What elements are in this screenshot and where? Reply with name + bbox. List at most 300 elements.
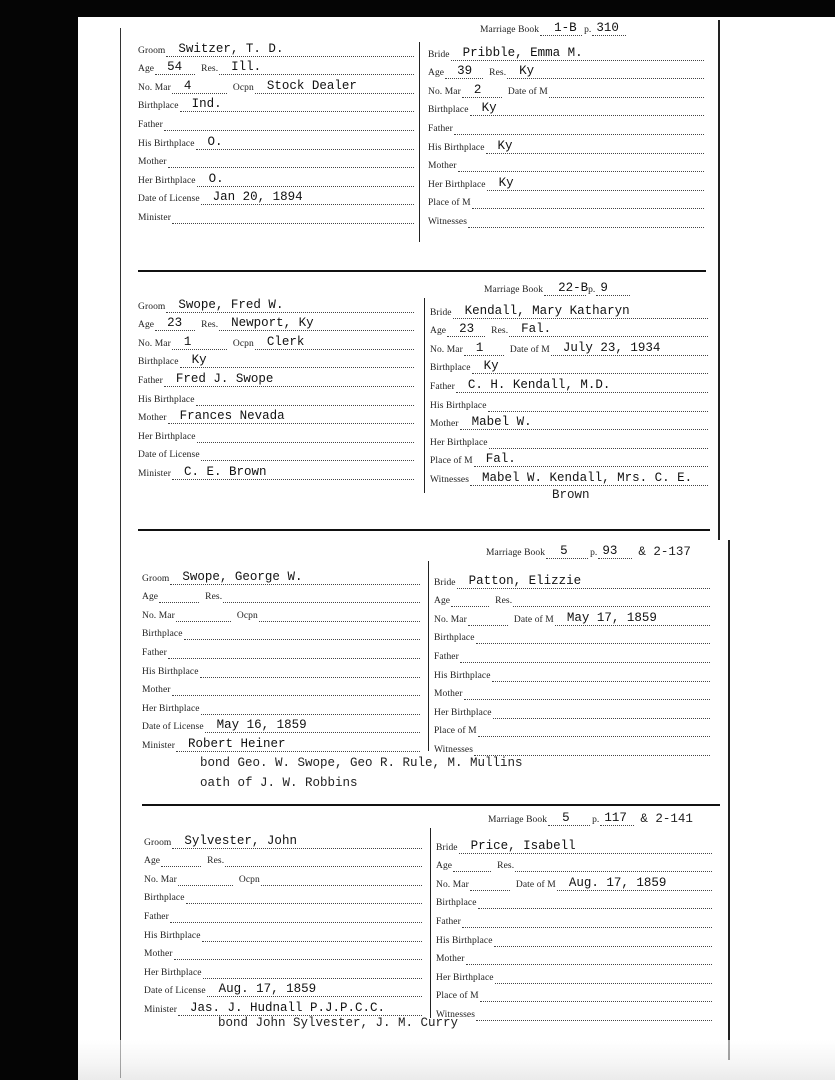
bride-row-witnesses <box>434 737 712 756</box>
her-birthplace-label: Her Birthplace <box>428 179 486 190</box>
groom-age-field[interactable] <box>155 315 195 331</box>
groom-row-her-birthplace <box>138 424 416 443</box>
bride-row-his-birthplace <box>434 663 712 682</box>
groom-minister-field[interactable] <box>178 1000 422 1016</box>
bride-mother-field[interactable] <box>464 684 710 700</box>
his-birthplace-label: His Birthplace <box>436 935 493 946</box>
bride-age-field[interactable] <box>451 591 489 607</box>
her-birthplace-label: Her Birthplace <box>430 437 488 448</box>
bride-name-value: Pribble, Emma M. <box>462 45 583 60</box>
age-label: Age <box>430 326 447 337</box>
bride-name-value: Patton, Elizzie <box>468 573 582 588</box>
bride-father-field[interactable] <box>462 912 712 928</box>
her-birthplace-label: Her Birthplace <box>434 707 492 718</box>
groom-column <box>142 566 422 752</box>
her-birthplace-label: Her Birthplace <box>142 703 200 714</box>
page-label: p. <box>588 285 596 295</box>
father-label: Father <box>434 651 459 662</box>
witnesses-label: Witnesses <box>434 744 474 755</box>
bride-row-place-of-m <box>428 191 706 210</box>
groom-age-field[interactable] <box>159 587 199 603</box>
card-separator <box>138 529 710 531</box>
groom-row-father <box>144 904 424 923</box>
bride-row-his-birthplace <box>436 928 714 947</box>
groom-ocpn-field[interactable] <box>259 606 420 622</box>
minister-label: Minister <box>138 212 171 223</box>
bride-birthplace-field[interactable] <box>470 100 704 116</box>
marriage-book-page: 310 <box>596 21 619 35</box>
bride-birthplace-field[interactable] <box>476 628 710 644</box>
groom-no-mar-field[interactable] <box>172 78 227 94</box>
groom-row-mother <box>142 678 422 697</box>
bride-mother-field[interactable] <box>460 414 708 430</box>
minister-label: Minister <box>144 1004 177 1015</box>
groom-row-his-birthplace <box>138 387 416 406</box>
bride-column <box>428 42 706 228</box>
marriage-book-page-field[interactable] <box>596 280 630 296</box>
place-of-m-label: Place of M <box>436 991 479 1002</box>
bride-his-birthplace-field[interactable] <box>486 138 704 154</box>
bride-place-of-m-field[interactable] <box>480 986 712 1002</box>
bride-date-of-m-field[interactable] <box>551 340 708 356</box>
bride-row-name <box>434 570 712 589</box>
bride-row-mother <box>430 412 710 431</box>
bride-witnesses-field[interactable] <box>468 212 704 228</box>
bride-row-witnesses <box>430 467 710 486</box>
father-label: Father <box>142 647 167 658</box>
bride-her-birthplace-value: Ky <box>498 175 514 190</box>
bride-his-birthplace-field[interactable] <box>488 396 708 412</box>
groom-mother-field[interactable] <box>168 408 414 424</box>
groom-date-of-license-field[interactable] <box>201 445 414 461</box>
no-mar-label: No. Mar <box>144 874 177 885</box>
bride-row-her-birthplace <box>430 430 710 449</box>
groom-minister-value: Jas. J. Hudnall P.J.P.C.C. <box>190 1000 386 1015</box>
groom-row-mother <box>144 942 424 961</box>
bride-place-of-m-field[interactable] <box>474 451 708 467</box>
bride-age-field[interactable] <box>453 856 491 872</box>
father-label: Father <box>430 381 455 392</box>
card-separator <box>142 804 720 806</box>
groom-age-field[interactable] <box>161 851 201 867</box>
res-label: Res. <box>495 596 513 607</box>
father-label: Father <box>428 123 453 134</box>
bride-no-mar-field[interactable] <box>468 610 508 626</box>
bride-her-birthplace-field[interactable] <box>493 703 710 719</box>
groom-row-birthplace <box>142 622 422 641</box>
bride-no-mar-value: 2 <box>473 82 482 97</box>
groom-father-field[interactable] <box>164 371 414 387</box>
groom-no-mar-field[interactable] <box>176 606 231 622</box>
mother-label: Mother <box>138 157 167 168</box>
groom-row-her-birthplace <box>138 168 416 187</box>
bride-name-field[interactable] <box>459 838 712 854</box>
bride-row-no-mar <box>434 607 712 626</box>
marriage-book-page: 93 <box>602 544 618 558</box>
card-note: bond John Sylvester, J. M. Curry <box>218 1016 459 1030</box>
marriage-book-page-field[interactable] <box>600 810 634 826</box>
bride-res-field[interactable] <box>513 591 710 607</box>
marriage-book-page-field[interactable] <box>592 20 626 36</box>
groom-row-birthplace <box>138 94 416 113</box>
bride-mother-field[interactable] <box>466 949 712 965</box>
birthplace-label: Birthplace <box>430 363 471 374</box>
marriage-book-label: Marriage Book <box>484 285 544 295</box>
groom-age-field[interactable] <box>155 59 195 75</box>
groom-his-birthplace-field[interactable] <box>196 390 414 406</box>
groom-birthplace-field[interactable] <box>184 624 420 640</box>
column-divider <box>430 828 431 1018</box>
card-separator <box>138 270 706 272</box>
res-label: Res. <box>201 320 219 331</box>
marriage-book-label: Marriage Book <box>488 815 548 825</box>
bride-father-value: C. H. Kendall, M.D. <box>467 377 611 392</box>
groom-label: Groom <box>142 573 170 584</box>
bride-row-mother <box>436 947 714 966</box>
his-birthplace-label: His Birthplace <box>434 670 491 681</box>
groom-row-his-birthplace <box>142 659 422 678</box>
marriage-book-ref <box>486 543 691 559</box>
bride-no-mar-field[interactable] <box>470 875 510 891</box>
groom-name-field[interactable] <box>166 297 414 313</box>
ocpn-label: Ocpn <box>232 338 254 349</box>
groom-her-birthplace-field[interactable] <box>197 427 414 443</box>
groom-row-minister <box>144 997 424 1016</box>
groom-birthplace-value: Ky <box>191 353 207 368</box>
date-of-license-label: Date of License <box>138 194 200 205</box>
father-label: Father <box>138 119 163 130</box>
bride-witnesses-field[interactable] <box>474 740 710 756</box>
bride-name-value: Price, Isabell <box>470 838 576 853</box>
bride-no-mar-field[interactable] <box>464 340 504 356</box>
bride-witnesses-value: Mabel W. Kendall, Mrs. C. E. <box>482 470 693 485</box>
no-mar-label: No. Mar <box>142 610 175 621</box>
groom-row-name <box>142 566 422 585</box>
groom-date-of-license-field[interactable] <box>205 717 420 733</box>
groom-birthplace-field[interactable] <box>180 96 414 112</box>
bride-name-field[interactable] <box>451 45 704 61</box>
age-label: Age <box>436 861 453 872</box>
groom-her-birthplace-field[interactable] <box>197 171 414 187</box>
her-birthplace-label: Her Birthplace <box>138 431 196 442</box>
groom-father-value: Fred J. Swope <box>175 371 274 386</box>
bride-birthplace-field[interactable] <box>478 893 712 909</box>
bride-row-her-birthplace <box>436 965 714 984</box>
groom-name-value: Switzer, T. D. <box>178 41 284 56</box>
bride-date-of-m-value: Aug. 17, 1859 <box>568 875 667 890</box>
bride-name-value: Kendall, Mary Katharyn <box>464 303 630 318</box>
groom-minister-field[interactable] <box>172 208 414 224</box>
marriage-book-number: 1-B <box>554 21 577 35</box>
groom-label: Groom <box>144 837 172 848</box>
marriage-book-number: 5 <box>562 811 570 825</box>
marriage-book-number-field[interactable] <box>548 810 590 826</box>
bride-date-of-m-field[interactable] <box>549 82 704 98</box>
marriage-book-page: 117 <box>604 811 627 825</box>
groom-row-his-birthplace <box>138 131 416 150</box>
birthplace-label: Birthplace <box>142 629 183 640</box>
groom-row-minister <box>138 461 416 480</box>
bride-row-age <box>436 854 714 873</box>
no-mar-label: No. Mar <box>430 344 463 355</box>
bride-row-her-birthplace <box>434 700 712 719</box>
bride-no-mar-value: 1 <box>475 340 484 355</box>
bride-her-birthplace-field[interactable] <box>489 433 708 449</box>
bride-row-father <box>436 909 714 928</box>
groom-her-birthplace-field[interactable] <box>203 963 422 979</box>
bride-row-no-mar <box>428 79 706 98</box>
groom-row-age <box>138 313 416 332</box>
marriage-book-number-field[interactable] <box>544 280 589 296</box>
bride-row-witnesses <box>428 209 706 228</box>
groom-age-value: 54 <box>167 60 183 75</box>
his-birthplace-label: His Birthplace <box>138 394 195 405</box>
witnesses-label: Witnesses <box>436 1009 476 1020</box>
groom-res-field[interactable] <box>223 587 420 603</box>
place-of-m-label: Place of M <box>428 198 471 209</box>
marriage-book-label: Marriage Book <box>486 548 546 558</box>
bride-father-field[interactable] <box>460 647 710 663</box>
bride-his-birthplace-field[interactable] <box>494 931 712 947</box>
age-label: Age <box>428 68 445 79</box>
groom-row-date-of-license <box>138 187 416 206</box>
groom-res-field[interactable] <box>219 59 414 75</box>
mother-label: Mother <box>430 419 459 430</box>
his-birthplace-label: His Birthplace <box>142 666 199 677</box>
groom-ocpn-field[interactable] <box>255 78 414 94</box>
groom-name-field[interactable] <box>170 569 420 585</box>
groom-birthplace-field[interactable] <box>180 352 414 368</box>
bride-label: Bride <box>436 842 458 853</box>
witnesses-continuation: Brown <box>552 488 590 502</box>
page-edge-left <box>120 28 121 1078</box>
groom-row-her-birthplace <box>144 960 424 979</box>
date-of-license-label: Date of License <box>142 722 204 733</box>
bride-res-field[interactable] <box>509 321 708 337</box>
bride-her-birthplace-field[interactable] <box>495 968 712 984</box>
bride-place-of-m-value: Fal. <box>485 452 516 467</box>
bride-label: Bride <box>430 307 452 318</box>
groom-res-value: Ill. <box>231 60 262 75</box>
bride-row-father <box>428 116 706 135</box>
bride-father-field[interactable] <box>456 377 708 393</box>
bride-column <box>436 835 714 1021</box>
page-label: p. <box>584 25 592 35</box>
groom-row-no-mar <box>138 331 416 350</box>
marriage-book-page-field[interactable] <box>598 543 632 559</box>
groom-date-of-license-value: Jan 20, 1894 <box>212 190 303 205</box>
bride-date-of-m-value: May 17, 1859 <box>566 610 657 625</box>
bride-res-field[interactable] <box>515 856 712 872</box>
groom-name-field[interactable] <box>172 833 422 849</box>
bride-age-field[interactable] <box>445 63 483 79</box>
marriage-book-number: 5 <box>560 544 568 558</box>
bride-witnesses-field[interactable] <box>470 470 708 486</box>
bride-label: Bride <box>428 49 450 60</box>
bride-name-field[interactable] <box>457 573 710 589</box>
scan-noise <box>78 1040 835 1080</box>
bride-res-field[interactable] <box>507 63 704 79</box>
groom-age-value: 23 <box>167 316 183 331</box>
groom-row-minister <box>142 733 422 752</box>
groom-column <box>144 830 424 1016</box>
groom-his-birthplace-value: O. <box>207 134 223 149</box>
groom-row-birthplace <box>144 886 424 905</box>
groom-name-field[interactable] <box>166 41 414 57</box>
res-label: Res. <box>207 856 225 867</box>
bride-row-his-birthplace <box>428 135 706 154</box>
groom-no-mar-field[interactable] <box>178 870 233 886</box>
marriage-book-page: 9 <box>600 281 608 295</box>
groom-mother-field[interactable] <box>168 152 414 168</box>
age-label: Age <box>144 856 161 867</box>
groom-row-no-mar <box>144 867 424 886</box>
bride-row-birthplace <box>436 891 714 910</box>
date-of-m-label: Date of M <box>507 86 548 97</box>
groom-mother-value: Frances Nevada <box>179 409 285 424</box>
page-edge-right <box>718 20 720 540</box>
bride-his-birthplace-value: Ky <box>497 138 513 153</box>
bride-res-value: Ky <box>519 64 535 79</box>
marriage-book-extra: & 2-141 <box>640 812 693 826</box>
bride-row-age <box>434 589 712 608</box>
birthplace-label: Birthplace <box>138 101 179 112</box>
bride-row-name <box>436 835 714 854</box>
groom-minister-value: Robert Heiner <box>188 736 286 751</box>
card-note: oath of J. W. Robbins <box>200 776 358 790</box>
ocpn-label: Ocpn <box>238 874 260 885</box>
bride-row-mother <box>428 154 706 173</box>
groom-date-of-license-field[interactable] <box>201 189 414 205</box>
groom-her-birthplace-field[interactable] <box>201 699 420 715</box>
groom-father-field[interactable] <box>170 907 422 923</box>
her-birthplace-label: Her Birthplace <box>144 967 202 978</box>
bride-birthplace-value: Ky <box>483 359 499 374</box>
bride-row-his-birthplace <box>430 393 710 412</box>
date-of-m-label: Date of M <box>509 344 550 355</box>
mother-label: Mother <box>434 689 463 700</box>
groom-row-name <box>138 294 416 313</box>
minister-label: Minister <box>142 740 175 751</box>
groom-his-birthplace-field[interactable] <box>202 926 422 942</box>
scan-border-left <box>0 0 78 1080</box>
groom-no-mar-value: 1 <box>183 334 192 349</box>
groom-date-of-license-value: May 16, 1859 <box>216 718 307 733</box>
ocpn-label: Ocpn <box>232 82 254 93</box>
bride-row-place-of-m <box>434 719 712 738</box>
groom-his-birthplace-field[interactable] <box>200 662 420 678</box>
bride-place-of-m-field[interactable] <box>472 193 704 209</box>
mother-label: Mother <box>436 954 465 965</box>
groom-minister-value: C. E. Brown <box>184 464 267 479</box>
groom-row-date-of-license <box>138 443 416 462</box>
res-label: Res. <box>489 68 507 79</box>
bride-age-field[interactable] <box>447 321 485 337</box>
no-mar-label: No. Mar <box>434 614 467 625</box>
his-birthplace-label: His Birthplace <box>430 400 487 411</box>
bride-his-birthplace-field[interactable] <box>492 666 710 682</box>
groom-res-field[interactable] <box>219 315 414 331</box>
groom-ocpn-field[interactable] <box>261 870 422 886</box>
groom-name-value: Swope, George W. <box>182 569 303 584</box>
bride-row-name <box>428 42 706 61</box>
bride-date-of-m-field[interactable] <box>557 875 712 891</box>
marriage-book-number-field[interactable] <box>546 543 588 559</box>
groom-row-age <box>142 585 422 604</box>
bride-row-father <box>430 374 710 393</box>
groom-ocpn-field[interactable] <box>255 334 414 350</box>
birthplace-label: Birthplace <box>434 633 475 644</box>
bride-place-of-m-field[interactable] <box>478 721 710 737</box>
marriage-book-number-field[interactable] <box>540 20 582 36</box>
bride-mother-field[interactable] <box>458 156 704 172</box>
groom-row-name <box>138 38 416 57</box>
groom-his-birthplace-field[interactable] <box>196 134 414 150</box>
bride-her-birthplace-field[interactable] <box>487 175 704 191</box>
groom-father-field[interactable] <box>164 115 414 131</box>
groom-name-value: Sylvester, John <box>184 833 297 848</box>
bride-date-of-m-value: July 23, 1934 <box>562 340 661 355</box>
groom-mother-field[interactable] <box>174 944 422 960</box>
his-birthplace-label: His Birthplace <box>428 142 485 153</box>
marriage-book-extra: & 2-137 <box>638 545 691 559</box>
groom-birthplace-field[interactable] <box>186 888 422 904</box>
bride-row-her-birthplace <box>428 172 706 191</box>
groom-res-field[interactable] <box>225 851 422 867</box>
bride-witnesses-field[interactable] <box>476 1005 712 1021</box>
res-label: Res. <box>497 861 515 872</box>
groom-row-age <box>138 57 416 76</box>
card-note: bond Geo. W. Swope, Geo R. Rule, M. Mullins <box>200 756 523 770</box>
birthplace-label: Birthplace <box>436 898 477 909</box>
witnesses-label: Witnesses <box>428 216 468 227</box>
groom-column <box>138 38 416 224</box>
age-label: Age <box>138 64 155 75</box>
age-label: Age <box>138 320 155 331</box>
mother-label: Mother <box>138 413 167 424</box>
bride-name-field[interactable] <box>453 303 708 319</box>
groom-minister-field[interactable] <box>176 736 420 752</box>
groom-row-minister <box>138 205 416 224</box>
bride-row-age <box>430 319 710 338</box>
groom-father-field[interactable] <box>168 643 420 659</box>
page-label: p. <box>592 815 600 825</box>
groom-no-mar-field[interactable] <box>172 334 227 350</box>
groom-row-no-mar <box>142 603 422 622</box>
groom-row-father <box>142 640 422 659</box>
marriage-book-ref <box>480 20 632 36</box>
bride-birthplace-field[interactable] <box>472 358 708 374</box>
groom-column <box>138 294 416 480</box>
birthplace-label: Birthplace <box>138 357 179 368</box>
place-of-m-label: Place of M <box>434 726 477 737</box>
bride-date-of-m-field[interactable] <box>555 610 710 626</box>
groom-date-of-license-field[interactable] <box>207 981 422 997</box>
groom-no-mar-value: 4 <box>183 78 192 93</box>
groom-row-father <box>138 368 416 387</box>
bride-row-birthplace <box>434 626 712 645</box>
res-label: Res. <box>491 326 509 337</box>
groom-mother-field[interactable] <box>172 680 420 696</box>
no-mar-label: No. Mar <box>138 82 171 93</box>
res-label: Res. <box>205 592 223 603</box>
groom-res-value: Newport, Ky <box>231 316 314 331</box>
bride-father-field[interactable] <box>454 119 704 135</box>
date-of-m-label: Date of M <box>513 614 554 625</box>
groom-minister-field[interactable] <box>172 464 414 480</box>
father-label: Father <box>436 916 461 927</box>
bride-no-mar-field[interactable] <box>462 82 502 98</box>
